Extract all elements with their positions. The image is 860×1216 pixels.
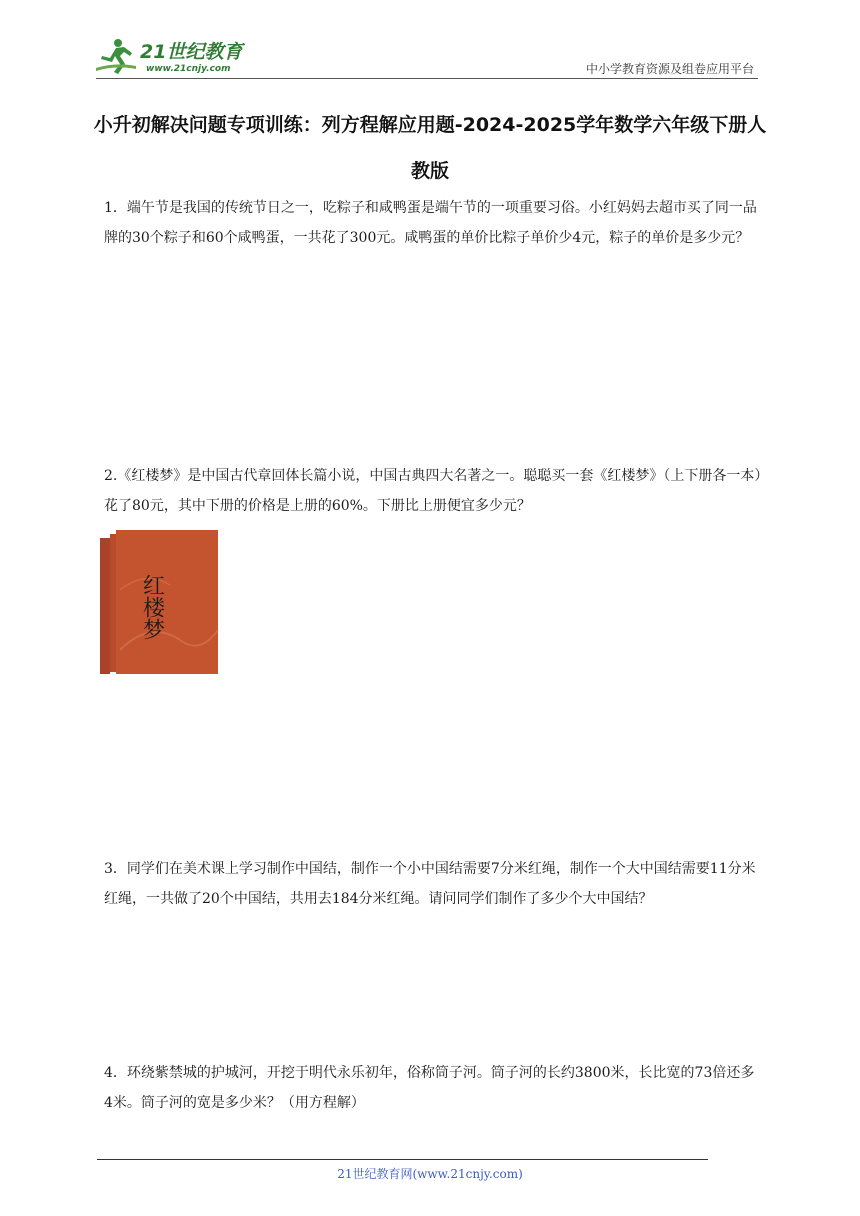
question-1: 1．端午节是我国的传统节日之一，吃粽子和咸鸭蛋是端午节的一项重要习俗。小红妈妈去超市买了同一品牌的30个粽子和60个咸鸭蛋，一共花了300元。咸鸭蛋的单价比粽子单价少4元，粽子的单价是多少元？: [104, 200, 757, 246]
header-slogan: 中小学教育资源及组卷应用平台: [585, 62, 754, 76]
runner-icon: [96, 39, 136, 74]
question-2: 2.《红楼梦》是中国古代章回体长篇小说，中国古典四大名著之一。聪聪买一套《红楼梦》（上下册各一本）花了80元，其中下册的价格是上册的60%。下册比上册便宜多少元？: [104, 468, 762, 514]
book-image: [100, 530, 220, 676]
footer-link[interactable]: 21世纪教育网(www.21cnjy.com): [337, 1167, 523, 1181]
book-title: 红楼梦: [139, 574, 165, 640]
footer-divider: [97, 1159, 708, 1160]
page-header: [96, 36, 758, 80]
question-3: 3．同学们在美术课上学习制作中国结，制作一个小中国结需要7分米红绳，制作一个大中国结需要11分米红绳，一共做了20个中国结，共用去184分米红绳。请问同学们制作了多少个大中国结？: [104, 861, 756, 907]
logo-url: www.21cnjy.com: [146, 64, 231, 74]
page-title: 小升初解决问题专项训练：列方程解应用题-2024-2025学年数学六年级下册人教版: [93, 114, 767, 182]
question-4: 4．环绕紫禁城的护城河，开挖于明代永乐初年，俗称筒子河。筒子河的长约3800米，长比宽的73倍还多4米。筒子河的宽是多少米？（用方程解）: [104, 1065, 755, 1111]
site-logo: [96, 36, 266, 76]
header-divider: [96, 78, 758, 79]
logo-text: 21世纪教育: [140, 41, 243, 63]
